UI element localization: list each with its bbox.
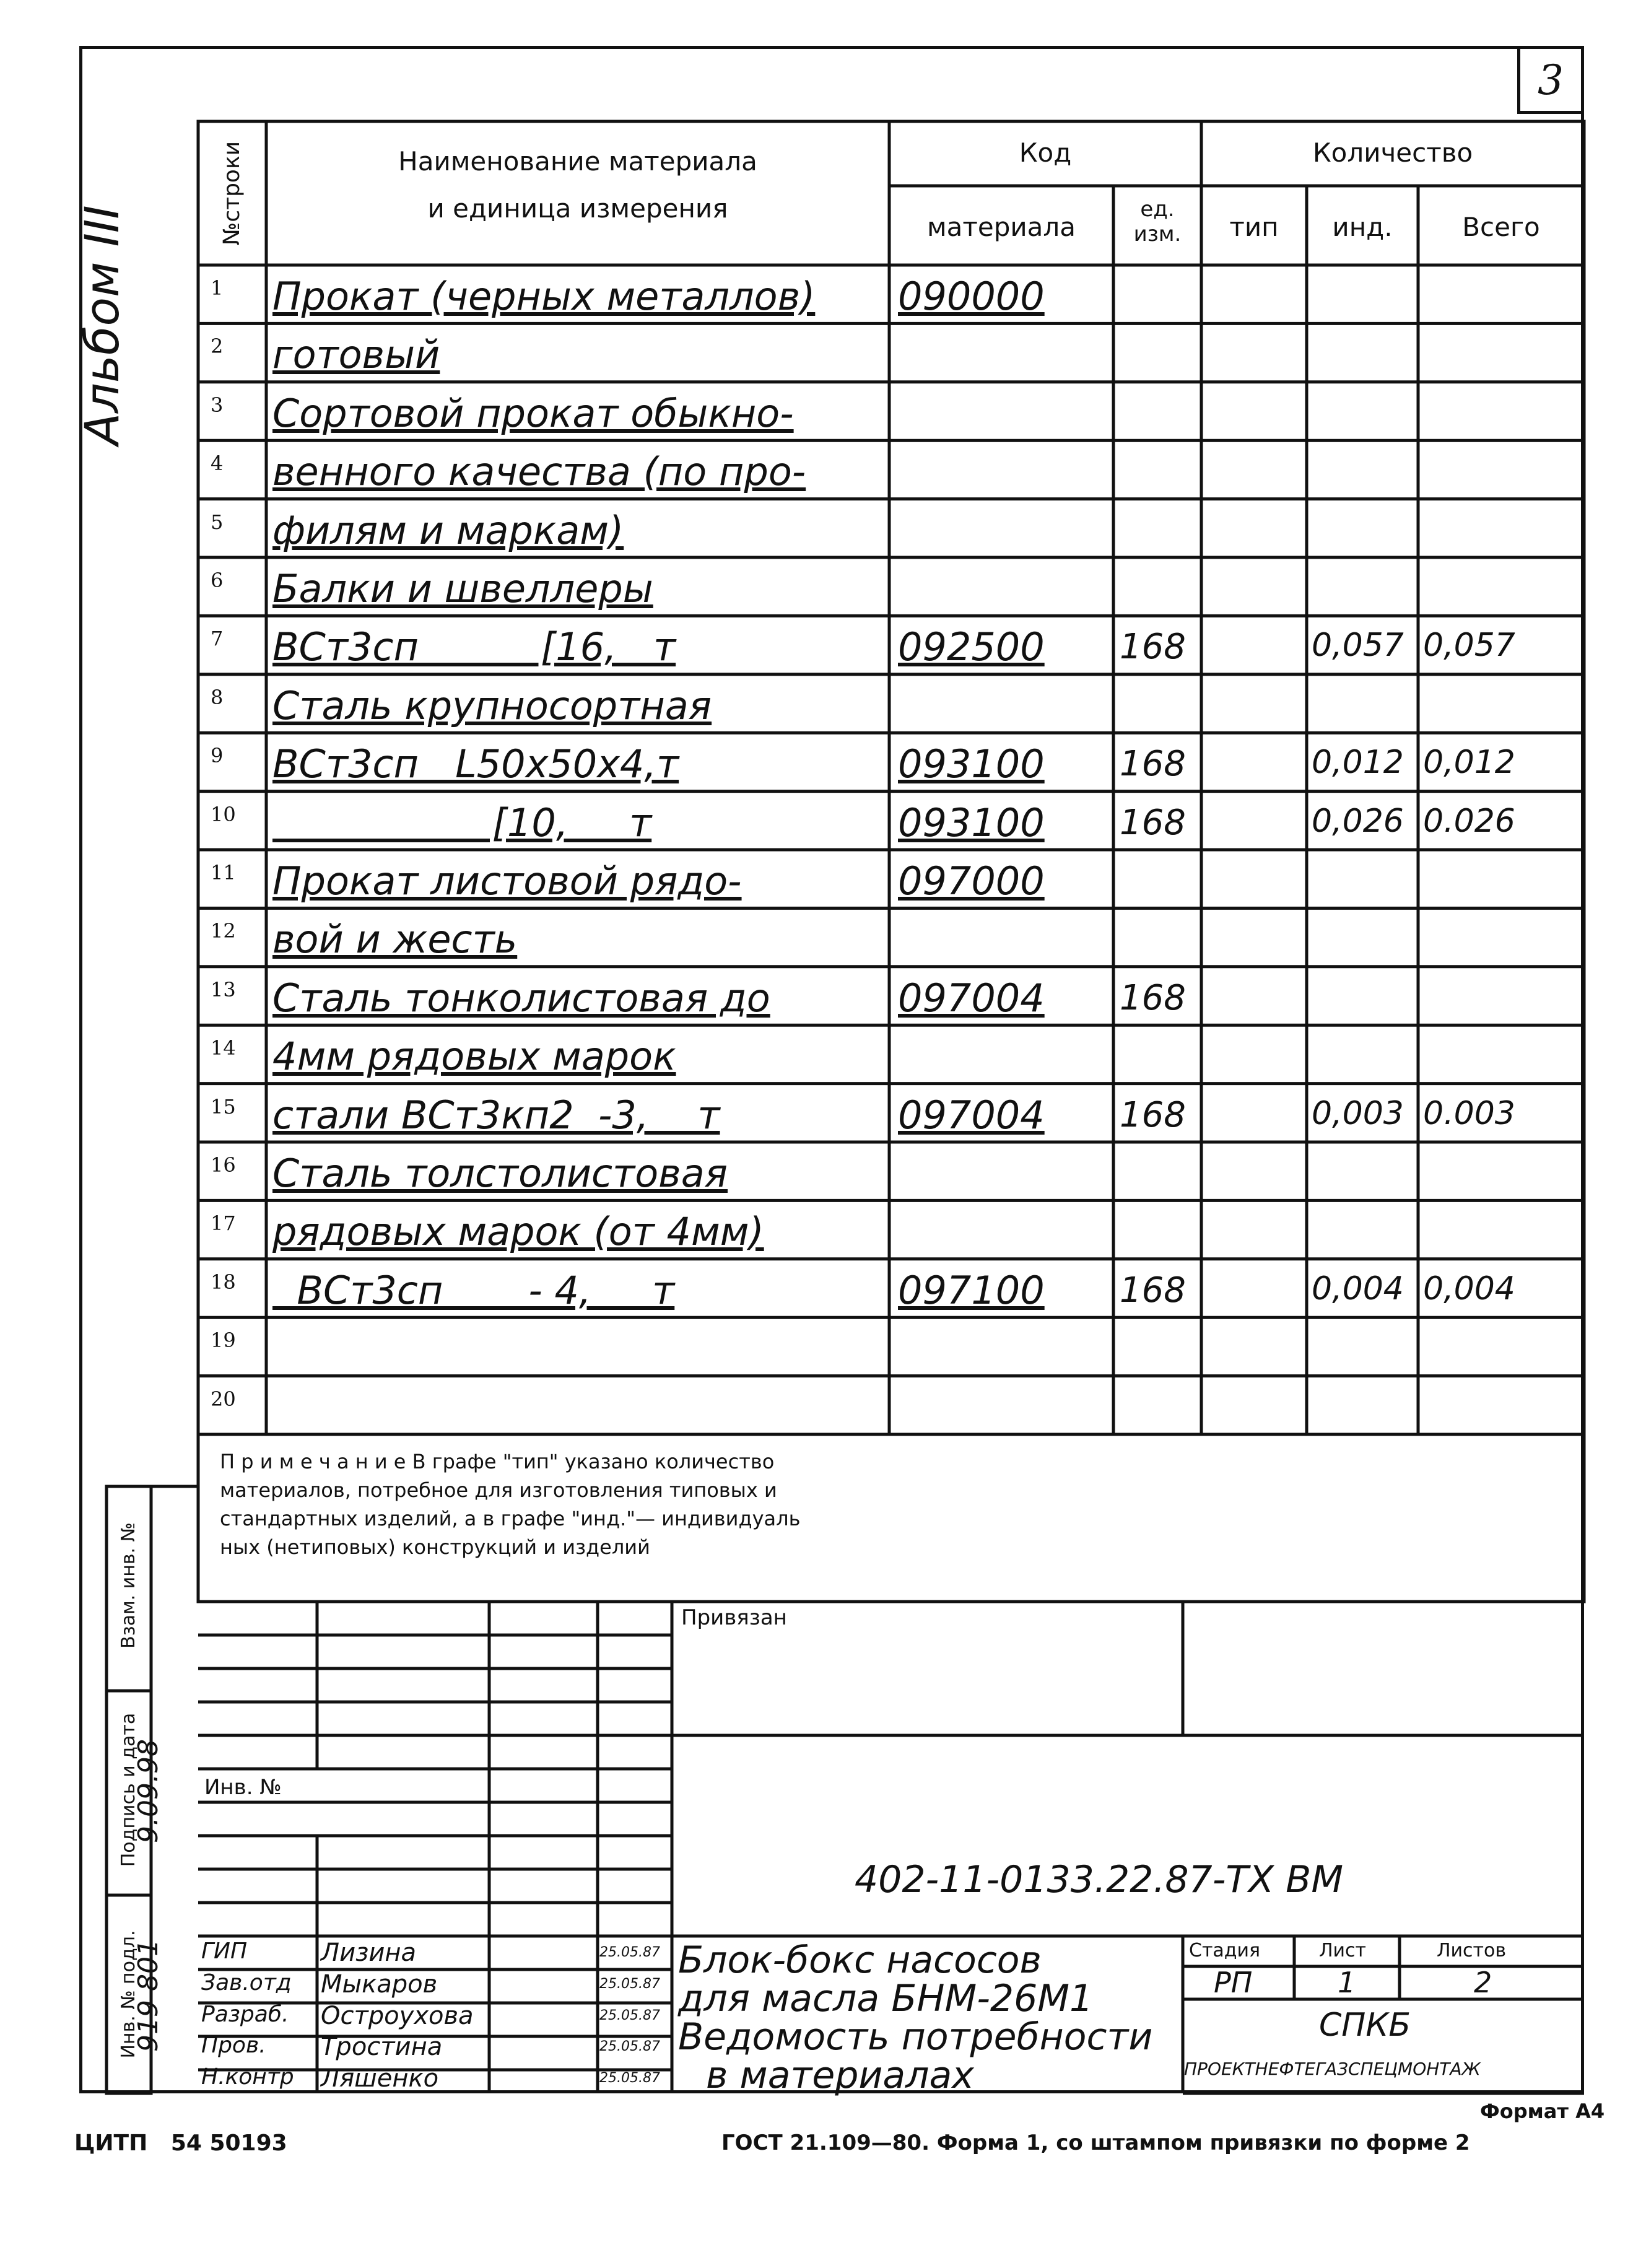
header-name-line1: Наименование материала xyxy=(398,146,757,177)
material-code: 097100 xyxy=(898,1267,1045,1313)
qty-total: 0.003 xyxy=(1423,1094,1515,1132)
material-code: 090000 xyxy=(898,274,1045,319)
row-number: 9 xyxy=(211,744,224,768)
footer-left: ЦИТП 54 50193 xyxy=(74,2131,287,2156)
stage-value: РП xyxy=(1214,1966,1253,1999)
qty-total: 0,004 xyxy=(1423,1270,1515,1307)
title-line2: для масла БНМ-26М1 xyxy=(678,1977,1094,2020)
row-number: 17 xyxy=(211,1211,236,1236)
material-name: стали ВСт3кп2 -3, т xyxy=(272,1092,720,1138)
organization-short: СПКБ xyxy=(1319,2007,1411,2044)
qty-ind: 0,026 xyxy=(1312,802,1404,840)
material-code: 097004 xyxy=(898,975,1045,1021)
header-code: Код xyxy=(1019,137,1072,168)
title-line1: Блок-бокс насосов xyxy=(678,1939,1042,1982)
row-number: 7 xyxy=(211,627,224,651)
organization-full: ПРОЕКТНЕФТЕГАЗСПЕЦМОНТАЖ xyxy=(1184,2059,1481,2079)
material-code: 092500 xyxy=(898,624,1045,670)
header-qty-ind: инд. xyxy=(1332,212,1393,242)
title-line3: Ведомость потребности xyxy=(678,2015,1153,2059)
material-name: Сортовой прокат обыкно- xyxy=(272,390,794,436)
title-line4: в материалах xyxy=(706,2054,974,2097)
material-name: Балки и швеллеры xyxy=(272,566,653,611)
qty-ind: 0,004 xyxy=(1312,1270,1404,1307)
header-qty-total: Всего xyxy=(1462,212,1540,242)
row-number: 18 xyxy=(211,1270,236,1294)
signature-role: Зав.отд xyxy=(201,1969,292,1995)
row-number: 19 xyxy=(211,1328,236,1353)
material-name: венного качества (по про- xyxy=(272,449,806,495)
signature-date: 25.05.87 xyxy=(599,2039,660,2055)
row-number: 20 xyxy=(211,1387,236,1411)
signature-name: Мыкаров xyxy=(321,1969,438,1999)
stage-label: Стадия xyxy=(1189,1940,1261,1961)
sheets-value: 2 xyxy=(1474,1966,1492,1999)
row-number: 2 xyxy=(211,334,224,359)
row-number: 3 xyxy=(211,393,224,417)
signature-name: Лизина xyxy=(321,1939,417,1967)
side-label-vzam: Взам. инв. № xyxy=(118,1522,139,1649)
unit-code: 168 xyxy=(1120,1270,1186,1311)
material-name: Сталь тонколистовая до xyxy=(272,975,770,1021)
note-line3: стандартных изделий, а в графе "инд."— индивидуаль xyxy=(220,1507,801,1530)
qty-total: 0,012 xyxy=(1423,744,1515,782)
sheets-label: Листов xyxy=(1437,1940,1507,1961)
sheet-value: 1 xyxy=(1338,1966,1356,1999)
signature-role: Н.контр xyxy=(201,2064,294,2090)
material-name: Прокат (черных металлов) xyxy=(272,274,816,319)
qty-total: 0.026 xyxy=(1423,802,1515,840)
material-name: вой и жесть xyxy=(272,917,518,962)
row-number: 10 xyxy=(211,802,236,826)
row-number: 13 xyxy=(211,977,236,1001)
material-code: 097000 xyxy=(898,858,1045,904)
material-name: рядовых марок (от 4мм) xyxy=(272,1209,764,1255)
signature-role: Пров. xyxy=(201,2033,266,2059)
material-name: Сталь крупносортная xyxy=(272,683,712,728)
material-name: ВСт3сп - 4, т xyxy=(272,1267,675,1313)
row-number: 4 xyxy=(211,451,224,476)
signature-date: 25.05.87 xyxy=(599,1976,660,1992)
header-qty-type: тип xyxy=(1229,212,1279,242)
material-name: готовый xyxy=(272,332,440,378)
row-number: 8 xyxy=(211,685,224,709)
sheet-label: Лист xyxy=(1319,1940,1367,1961)
material-code: 097004 xyxy=(898,1092,1045,1138)
signature-date: 25.05.87 xyxy=(599,1945,660,1960)
unit-code: 168 xyxy=(1120,627,1186,668)
header-row-number: №строки xyxy=(219,141,245,246)
material-name: ВСт3сп L50x50x4,т xyxy=(272,741,679,787)
row-number: 15 xyxy=(211,1094,236,1119)
header-code-material: материала xyxy=(926,212,1076,242)
row-number: 11 xyxy=(211,861,236,884)
signature-date: 25.05.87 xyxy=(599,2007,660,2023)
unit-code: 168 xyxy=(1120,744,1186,785)
footer-gost: ГОСТ 21.109—80. Форма 1, со штампом привязки по форме 2 xyxy=(721,2131,1470,2155)
album-label: Альбом III xyxy=(74,205,129,445)
privyazan-label: Привязан xyxy=(681,1605,787,1630)
material-name: [10, т xyxy=(272,800,652,845)
qty-ind: 0,057 xyxy=(1312,627,1404,665)
row-number: 14 xyxy=(211,1036,236,1060)
row-number: 5 xyxy=(211,510,224,534)
page-number: 3 xyxy=(1517,46,1584,114)
qty-ind: 0,003 xyxy=(1312,1094,1404,1132)
signature-role: ГИП xyxy=(201,1939,248,1964)
material-name: 4мм рядовых марок xyxy=(272,1034,676,1079)
row-number: 6 xyxy=(211,569,224,592)
header-quantity: Количество xyxy=(1312,137,1473,168)
material-code: 093100 xyxy=(898,741,1045,787)
row-number: 12 xyxy=(211,919,236,943)
signature-role: Разраб. xyxy=(201,2001,289,2027)
side-value-inv-podl: 919 801 xyxy=(133,1939,164,2052)
side-value-podpis: 9.09.98 xyxy=(133,1739,164,1843)
header-code-unit: ед. изм. xyxy=(1133,197,1182,246)
material-name: Прокат листовой рядо- xyxy=(272,858,742,904)
unit-code: 168 xyxy=(1120,802,1186,843)
note-line2: материалов, потребное для изготовления типовых и xyxy=(220,1478,777,1502)
side-label-podpis: Подпись и дата xyxy=(118,1712,139,1867)
note-line1: П р и м е ч а н и е В графе "тип" указано количество xyxy=(220,1450,775,1473)
header-name-line2: и единица измерения xyxy=(427,193,728,224)
unit-code: 168 xyxy=(1120,977,1186,1018)
document-code: 402-11-0133.22.87-ТХ ВМ xyxy=(855,1858,1344,1901)
format-label: Формат А4 xyxy=(1480,2100,1605,2123)
material-name: Сталь толстолистовая xyxy=(272,1151,728,1196)
signature-name: Ляшенко xyxy=(321,2064,439,2093)
row-number: 1 xyxy=(211,276,224,300)
material-code: 093100 xyxy=(898,800,1045,845)
qty-ind: 0,012 xyxy=(1312,744,1404,782)
note-line4: ных (нетиповых) конструкций и изделий xyxy=(220,1535,650,1559)
signature-name: Остроухова xyxy=(321,2001,474,2030)
unit-code: 168 xyxy=(1120,1094,1186,1135)
inv-no-label: Инв. № xyxy=(204,1775,282,1800)
material-name: ВСт3сп [16, т xyxy=(272,624,676,670)
signature-date: 25.05.87 xyxy=(599,2070,660,2087)
row-number: 16 xyxy=(211,1153,236,1177)
qty-total: 0,057 xyxy=(1423,627,1515,665)
side-label-inv-podl: Инв. № подл. xyxy=(118,1930,139,2059)
signature-name: Тростина xyxy=(321,2033,443,2062)
material-name: филям и маркам) xyxy=(272,507,624,553)
